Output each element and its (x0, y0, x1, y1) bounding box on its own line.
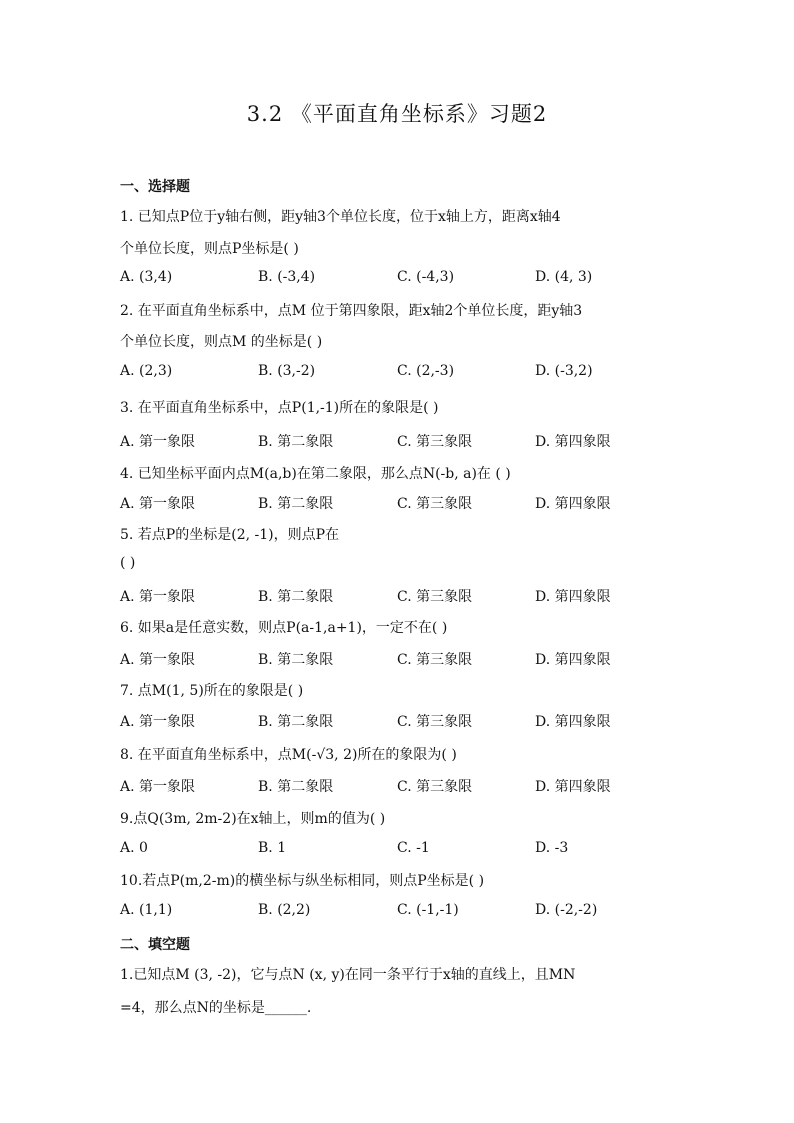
question-6-option-a: A. 第一象限 (120, 652, 196, 668)
question-10-option-d: D. (-2,-2) (535, 902, 598, 918)
question-9-option-b: B. 1 (258, 840, 287, 856)
question-8-option-a: A. 第一象限 (120, 779, 196, 795)
question-6-option-c: C. 第三象限 (397, 652, 473, 668)
question-4-option-a: A. 第一象限 (120, 496, 196, 512)
question-4-option-c: C. 第三象限 (397, 496, 473, 512)
question-2-option-b: B. (3,-2) (258, 363, 316, 379)
question-1-option-c: C. (-4,3) (397, 269, 455, 285)
question-6-line-1: 6. 如果a是任意实数，则点P(a-1,a+1)，一定不在( ) (120, 620, 448, 636)
question-6-option-d: D. 第四象限 (535, 652, 611, 668)
question-8-line-1: 8. 在平面直角坐标系中，点M(-√3, 2)所在的象限为( ) (120, 747, 457, 763)
question-10-option-c: C. (-1,-1) (397, 902, 459, 918)
question-3-option-c: C. 第三象限 (397, 434, 473, 450)
question-7-option-a: A. 第一象限 (120, 714, 196, 730)
question-4-option-b: B. 第二象限 (258, 496, 334, 512)
question-8-option-c: C. 第三象限 (397, 779, 473, 795)
question-3-option-d: D. 第四象限 (535, 434, 611, 450)
question-9-line-1: 9.点Q(3m, 2m-2)在x轴上，则m的值为( ) (120, 811, 386, 827)
question-5-option-c: C. 第三象限 (397, 589, 473, 605)
question-5-line-1: 5. 若点P的坐标是(2, -1)，则点P在 (120, 527, 340, 543)
section-heading-choice: 一、选择题 (120, 179, 190, 195)
question-9-option-c: C. -1 (397, 840, 430, 856)
fill-question-1-line-1: 1.已知点M (3, -2)，它与点N (x, y)在同一条平行于x轴的直线上，且MN (120, 967, 576, 983)
question-1-option-b: B. (-3,4) (258, 269, 316, 285)
question-8-option-d: D. 第四象限 (535, 779, 611, 795)
fill-question-1-line-2: =4，那么点N的坐标是______. (120, 1000, 312, 1016)
question-1-line-1: 1. 已知点P位于y轴右侧，距y轴3个单位长度，位于x轴上方，距离x轴4 (120, 209, 561, 225)
question-7-option-d: D. 第四象限 (535, 714, 611, 730)
question-2-line-1: 2. 在平面直角坐标系中，点M 位于第四象限，距x轴2个单位长度，距y轴3 (120, 303, 583, 319)
question-1-line-2: 个单位长度，则点P坐标是( ) (120, 241, 299, 257)
question-1-option-a: A. (3,4) (120, 269, 173, 285)
question-5-option-a: A. 第一象限 (120, 589, 196, 605)
question-10-option-b: B. (2,2) (258, 902, 311, 918)
page-title: 3.2 《平面直角坐标系》习题2 (246, 102, 548, 126)
question-10-option-a: A. (1,1) (120, 902, 173, 918)
question-9-option-a: A. 0 (120, 840, 148, 856)
question-3-option-b: B. 第二象限 (258, 434, 334, 450)
question-2-option-d: D. (-3,2) (535, 363, 593, 379)
section-heading-fill: 二、填空题 (120, 937, 190, 953)
question-2-line-2: 个单位长度，则点M 的坐标是( ) (120, 334, 323, 350)
question-2-option-a: A. (2,3) (120, 363, 173, 379)
question-3-line-1: 3. 在平面直角坐标系中，点P(1,-1)所在的象限是( ) (120, 400, 439, 416)
question-7-option-c: C. 第三象限 (397, 714, 473, 730)
question-4-line-1: 4. 已知坐标平面内点M(a,b)在第二象限，那么点N(-b, a)在 ( ) (120, 466, 511, 482)
question-4-option-d: D. 第四象限 (535, 496, 611, 512)
question-8-option-b: B. 第二象限 (258, 779, 334, 795)
question-5-option-b: B. 第二象限 (258, 589, 334, 605)
question-7-option-b: B. 第二象限 (258, 714, 334, 730)
question-5-option-d: D. 第四象限 (535, 589, 611, 605)
question-6-option-b: B. 第二象限 (258, 652, 334, 668)
question-1-option-d: D. (4, 3) (535, 269, 593, 285)
question-10-line-1: 10.若点P(m,2-m)的横坐标与纵坐标相同，则点P坐标是( ) (120, 873, 485, 889)
question-5-line-2: ( ) (120, 555, 136, 571)
question-7-line-1: 7. 点M(1, 5)所在的象限是( ) (120, 683, 304, 699)
question-2-option-c: C. (2,-3) (397, 363, 455, 379)
question-3-option-a: A. 第一象限 (120, 434, 196, 450)
question-9-option-d: D. -3 (535, 840, 569, 856)
